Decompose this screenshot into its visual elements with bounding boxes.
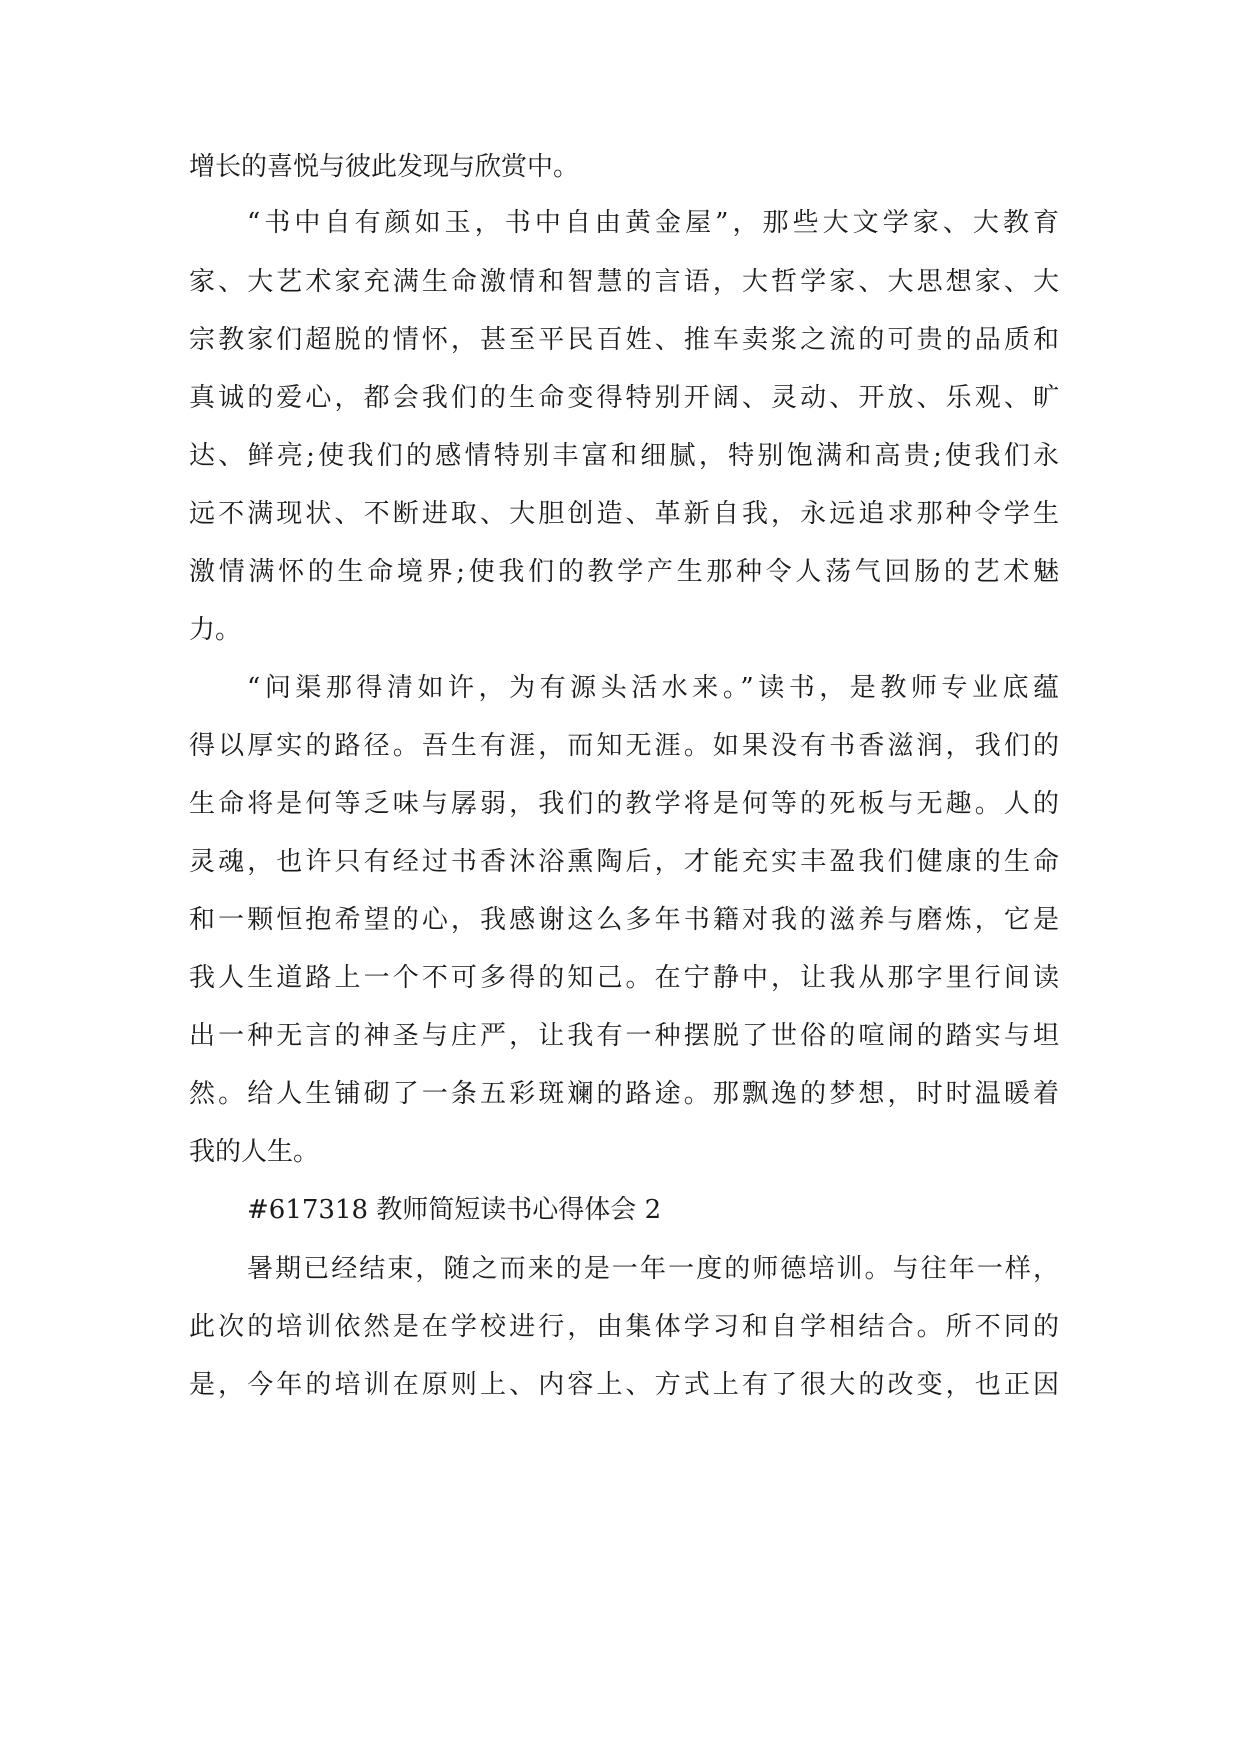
paragraph-line: 出一种无言的神圣与庄严，让我有一种摆脱了世俗的喧闹的踏实与坦: [189, 1021, 1059, 1051]
paragraph-line: 真诚的爱心，都会我们的生命变得特别开阔、灵动、开放、乐观、旷: [189, 383, 1059, 413]
paragraph-line: 和一颗恒抱希望的心，我感谢这么多年书籍对我的滋养与磨炼，它是: [189, 905, 1059, 935]
paragraph-line: 暑期已经结束，随之而来的是一年一度的师德培训。与往年一样，: [247, 1254, 1059, 1284]
paragraph-line: 得以厚实的路径。吾生有涯，而知无涯。如果没有书香滋润，我们的: [189, 731, 1059, 761]
paragraph-line: 激情满怀的生命境界;使我们的教学产生那种令人荡气回肠的艺术魅: [189, 557, 1059, 587]
section-heading: #617318 教师简短读书心得体会 2: [247, 1195, 662, 1225]
paragraph-line: 家、大艺术家充满生命激情和智慧的言语，大哲学家、大思想家、大: [189, 267, 1059, 297]
paragraph-line: 增长的喜悦与彼此发现与欣赏中。: [189, 152, 580, 182]
paragraph-line: 力。: [189, 615, 242, 645]
paragraph-line: 生命将是何等乏味与孱弱，我们的教学将是何等的死板与无趣。人的: [189, 789, 1059, 819]
paragraph-line: 远不满现状、不断进取、大胆创造、革新自我，永远追求那种令学生: [189, 499, 1059, 529]
paragraph-line: 然。给人生铺砌了一条五彩斑斓的路途。那飘逸的梦想，时时温暖着: [189, 1079, 1059, 1109]
paragraph-line: 是，今年的培训在原则上、内容上、方式上有了很大的改变，也正因: [189, 1370, 1059, 1400]
paragraph-line: 我人生道路上一个不可多得的知己。在宁静中，让我从那字里行间读: [189, 963, 1059, 993]
paragraph-line: “书中自有颜如玉，书中自由黄金屋”，那些大文学家、大教育: [247, 208, 1059, 238]
paragraph-line: 我的人生。: [189, 1137, 320, 1167]
paragraph-line: 达、鲜亮;使我们的感情特别丰富和细腻，特别饱满和高贵;使我们永: [189, 441, 1059, 471]
paragraph-line: “问渠那得清如许，为有源头活水来。”读书，是教师专业底蕴: [247, 673, 1059, 703]
paragraph-line: 宗教家们超脱的情怀，甚至平民百姓、推车卖浆之流的可贵的品质和: [189, 325, 1059, 355]
paragraph-line: 灵魂，也许只有经过书香沐浴熏陶后，才能充实丰盈我们健康的生命: [189, 847, 1059, 877]
paragraph-line: 此次的培训依然是在学校进行，由集体学习和自学相结合。所不同的: [189, 1312, 1059, 1342]
